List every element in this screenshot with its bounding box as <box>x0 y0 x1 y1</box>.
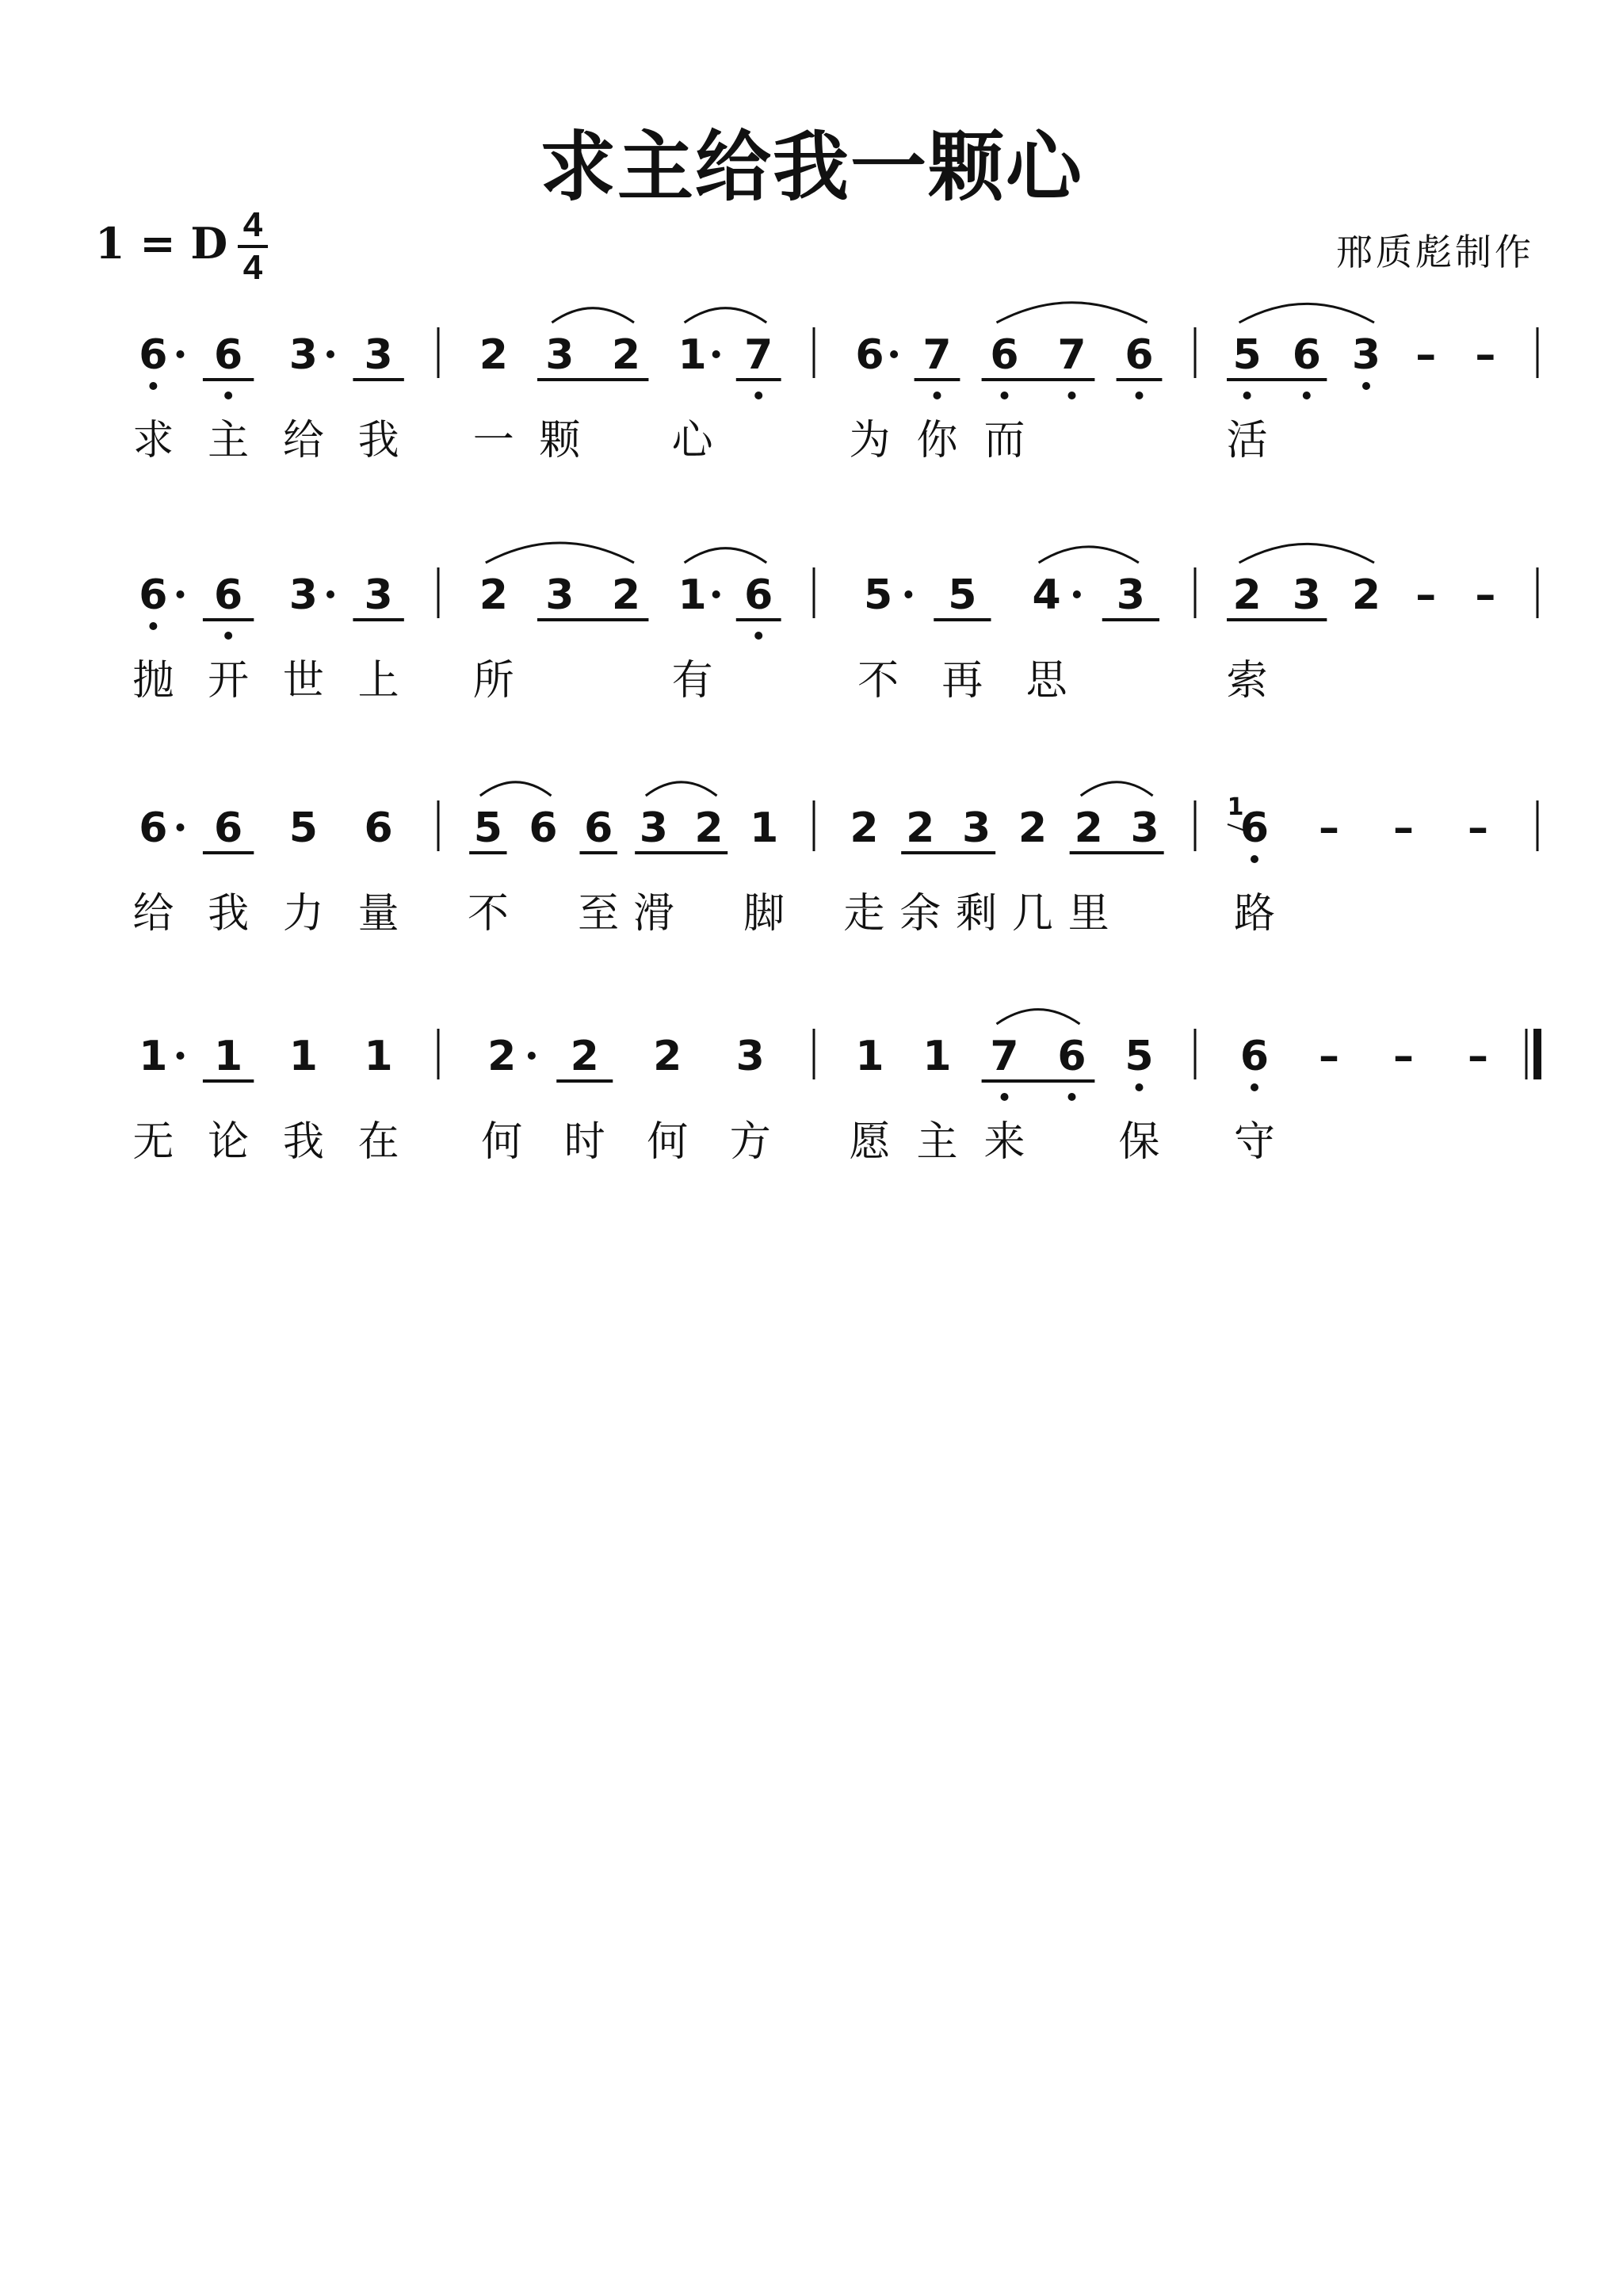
note-digit: 1 <box>678 331 707 379</box>
lyric-character: 所 <box>472 657 514 705</box>
dash-extension: – <box>1468 1033 1488 1080</box>
note-digit: 2 <box>694 804 724 852</box>
lyric-character: 思 <box>1025 657 1067 705</box>
note-digit: 6 <box>744 571 773 619</box>
note-digit: 2 <box>1232 571 1262 619</box>
note-digit: 3 <box>1292 571 1321 619</box>
low-octave-dot <box>149 382 157 390</box>
lyric-character: 余 <box>899 890 941 938</box>
note-digit: 6 <box>1057 1033 1086 1080</box>
lyric-character: 无 <box>132 1118 174 1166</box>
note-digit: 6 <box>855 331 884 379</box>
lyric-character: 力 <box>282 890 324 938</box>
dash-extension: – <box>1475 331 1496 379</box>
lyric-character: 愿 <box>849 1118 891 1166</box>
low-octave-dot <box>934 392 941 399</box>
lyric-character: 几 <box>1011 890 1053 938</box>
note-digit: 5 <box>473 804 502 852</box>
note-digit: 6 <box>1239 804 1270 852</box>
lyric-character: 给 <box>282 417 324 464</box>
note-digit: 2 <box>653 1033 682 1080</box>
note-digit: 5 <box>1125 1033 1154 1080</box>
lyric-character: 在 <box>357 1118 399 1166</box>
lyric-character: 开 <box>208 657 250 705</box>
note-digit: 6 <box>364 804 393 852</box>
note-digit: 6 <box>1125 331 1154 379</box>
dash-extension: – <box>1468 804 1488 852</box>
lyric-character: 心 <box>671 417 713 464</box>
low-octave-dot <box>1251 855 1258 863</box>
time-signature-bottom: 4 <box>242 248 263 287</box>
slur <box>646 782 717 796</box>
note-digit: 2 <box>1018 804 1048 852</box>
low-octave-dot <box>1303 392 1311 399</box>
note-digit: 6 <box>529 804 558 852</box>
note-digit: 3 <box>639 804 668 852</box>
note-digit: 6 <box>990 331 1019 379</box>
note-digit: 2 <box>850 804 879 852</box>
lyric-character: 而 <box>983 417 1025 464</box>
note-digit: 1 <box>139 1033 168 1080</box>
low-octave-dot <box>1068 392 1076 399</box>
lyric-character: 剩 <box>956 890 998 938</box>
lyric-character: 来 <box>983 1118 1025 1166</box>
lyric-character: 活 <box>1226 417 1268 464</box>
note-digit: 2 <box>906 804 935 852</box>
note-digit: 2 <box>1074 804 1103 852</box>
note-digit: 1 <box>214 1033 243 1080</box>
slur <box>1239 544 1374 563</box>
note-digit: 7 <box>990 1033 1019 1080</box>
note-digit: 6 <box>139 804 168 852</box>
slur <box>997 303 1148 323</box>
note-digit: 1 <box>364 1033 393 1080</box>
slur <box>1039 547 1139 563</box>
lyric-character: 何 <box>647 1118 689 1166</box>
lyric-character: 方 <box>729 1118 771 1166</box>
dash-extension: – <box>1393 1033 1414 1080</box>
song-title: 求主给我一颗心 <box>540 122 1083 212</box>
slur <box>552 308 634 323</box>
lyric-character: 至 <box>578 890 620 938</box>
lyric-character: 论 <box>208 1118 250 1166</box>
note-digit: 3 <box>1351 331 1381 379</box>
lyric-character: 给 <box>132 890 174 938</box>
author-credit: 邢质彪制作 <box>1336 231 1534 273</box>
low-octave-dot <box>754 392 762 399</box>
lyric-character: 时 <box>563 1118 605 1166</box>
note-digit: 6 <box>214 571 243 619</box>
lyric-character: 何 <box>481 1118 523 1166</box>
slur <box>997 1010 1080 1024</box>
low-octave-dot <box>149 622 157 630</box>
note-digit: 3 <box>961 804 991 852</box>
note-digit: 6 <box>584 804 613 852</box>
lyric-character: 抛 <box>132 657 174 705</box>
note-digit: 3 <box>364 571 393 619</box>
note-digit: 5 <box>864 571 893 619</box>
slur <box>685 548 767 563</box>
low-octave-dot <box>1068 1093 1076 1101</box>
lyric-character: 保 <box>1118 1118 1160 1166</box>
note-digit: 7 <box>744 331 773 379</box>
lyric-character: 路 <box>1233 890 1276 938</box>
lyric-character: 不 <box>857 657 899 705</box>
note-digit: 6 <box>214 331 243 379</box>
low-octave-dot <box>754 632 762 640</box>
note-digit: 2 <box>611 571 641 619</box>
lyric-character: 求 <box>132 417 174 464</box>
augmentation-dot <box>327 350 334 358</box>
note-digit: 5 <box>1232 331 1262 379</box>
lyric-character: 守 <box>1233 1118 1276 1166</box>
note-digit: 6 <box>1239 1033 1270 1080</box>
note-digit: 1 <box>750 804 779 852</box>
lyric-character: 上 <box>357 657 399 705</box>
time-signature-top: 4 <box>242 205 263 244</box>
note-digit: 1 <box>855 1033 884 1080</box>
low-octave-dot <box>1136 1083 1144 1091</box>
lyric-character: 你 <box>916 417 958 464</box>
augmentation-dot <box>528 1052 536 1060</box>
low-octave-dot <box>1362 382 1370 390</box>
dash-extension: – <box>1415 571 1437 619</box>
augmentation-dot <box>1073 590 1081 598</box>
note-digit: 6 <box>139 331 168 379</box>
note-digit: 1 <box>678 571 707 619</box>
dash-extension: – <box>1319 1033 1339 1080</box>
slur <box>486 543 634 563</box>
note-digit: 1 <box>288 1033 318 1080</box>
augmentation-dot <box>176 823 184 831</box>
note-digit: 7 <box>922 331 952 379</box>
lyric-character: 主 <box>916 1118 958 1166</box>
note-digit: 7 <box>1057 331 1086 379</box>
augmentation-dot <box>176 590 184 598</box>
note-digit: 2 <box>479 331 508 379</box>
lyric-character: 我 <box>282 1118 324 1166</box>
key-signature: 1 = D <box>95 218 228 269</box>
dash-extension: – <box>1475 571 1496 619</box>
low-octave-dot <box>1136 392 1144 399</box>
slur <box>1081 782 1153 796</box>
note-digit: 3 <box>288 331 318 379</box>
lyric-character: 一 <box>472 417 514 464</box>
slur <box>685 308 767 323</box>
grace-note: 1 <box>1227 793 1244 821</box>
low-octave-dot <box>224 392 232 399</box>
lyric-character: 量 <box>357 890 399 938</box>
lyric-character: 不 <box>467 890 509 938</box>
note-digit: 2 <box>1351 571 1381 619</box>
lyric-character: 里 <box>1067 890 1109 938</box>
low-octave-dot <box>1251 1083 1258 1091</box>
note-digit: 3 <box>1130 804 1159 852</box>
note-digit: 3 <box>1116 571 1145 619</box>
note-digit: 2 <box>611 331 641 379</box>
lyric-character: 滑 <box>632 890 674 938</box>
lyric-character: 走 <box>843 890 885 938</box>
lyric-character: 脚 <box>743 890 785 938</box>
note-digit: 2 <box>479 571 508 619</box>
lyric-character: 有 <box>671 657 713 705</box>
note-digit: 5 <box>948 571 977 619</box>
dash-extension: – <box>1415 331 1437 379</box>
augmentation-dot <box>176 350 184 358</box>
augmentation-dot <box>327 590 334 598</box>
note-digit: 2 <box>487 1033 517 1080</box>
note-digit: 2 <box>570 1033 599 1080</box>
augmentation-dot <box>904 590 912 598</box>
lyric-character: 索 <box>1226 657 1268 705</box>
note-digit: 3 <box>364 331 393 379</box>
note-digit: 3 <box>545 331 575 379</box>
slur <box>1239 304 1374 323</box>
lyric-character: 我 <box>208 890 250 938</box>
low-octave-dot <box>1001 392 1009 399</box>
lyric-character: 为 <box>849 417 891 464</box>
low-octave-dot <box>224 632 232 640</box>
note-digit: 3 <box>288 571 318 619</box>
augmentation-dot <box>176 1052 184 1060</box>
note-digit: 6 <box>214 804 243 852</box>
dash-extension: – <box>1319 804 1339 852</box>
note-digit: 6 <box>139 571 168 619</box>
augmentation-dot <box>890 350 898 358</box>
lyric-character: 我 <box>357 417 399 464</box>
note-digit: 3 <box>735 1033 765 1080</box>
note-digit: 1 <box>922 1033 952 1080</box>
low-octave-dot <box>1243 392 1251 399</box>
augmentation-dot <box>712 590 720 598</box>
note-digit: 3 <box>545 571 575 619</box>
lyric-character: 再 <box>941 657 983 705</box>
augmentation-dot <box>712 350 720 358</box>
lyric-character: 主 <box>208 417 250 464</box>
lyric-character: 世 <box>282 657 324 705</box>
note-digit: 5 <box>288 804 318 852</box>
slur <box>480 782 552 796</box>
note-digit: 4 <box>1032 571 1061 619</box>
lyric-character: 颗 <box>539 417 581 464</box>
low-octave-dot <box>1001 1093 1009 1101</box>
note-digit: 6 <box>1292 331 1321 379</box>
dash-extension: – <box>1393 804 1414 852</box>
